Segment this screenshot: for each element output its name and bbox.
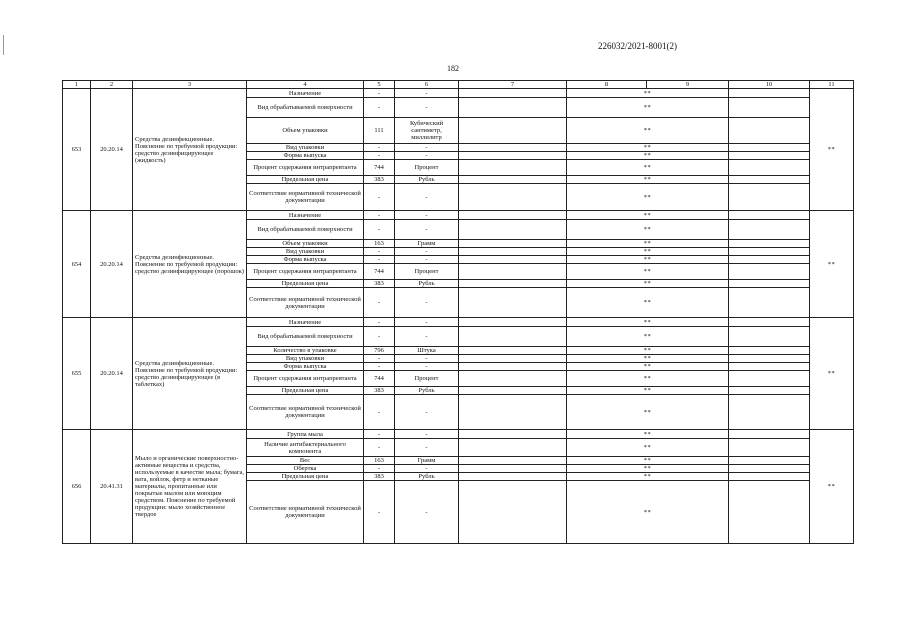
value-empty — [459, 457, 567, 465]
feature-value: ** — [567, 98, 729, 118]
value-empty — [459, 264, 567, 280]
feature-name: Вид обрабатываемой поверхности — [247, 220, 364, 240]
value-empty — [459, 280, 567, 288]
feature-name: Вид упаковки — [247, 355, 364, 363]
unit-name: - — [395, 327, 459, 347]
value-empty — [459, 98, 567, 118]
value-empty — [459, 371, 567, 387]
value-empty — [729, 144, 810, 152]
okei-code: - — [364, 256, 395, 264]
page-number: 182 — [447, 64, 459, 73]
value-empty — [459, 430, 567, 439]
value-empty — [729, 457, 810, 465]
okei-code: - — [364, 144, 395, 152]
feature-value: ** — [567, 248, 729, 256]
unit-name: - — [395, 98, 459, 118]
value-empty — [729, 176, 810, 184]
okei-code: 744 — [364, 264, 395, 280]
okei-code: - — [364, 439, 395, 457]
okpd-code: 20.41.31 — [91, 430, 133, 544]
value-empty — [459, 439, 567, 457]
value-empty — [459, 355, 567, 363]
feature-name: Соответствие нормативной технической документации — [247, 184, 364, 211]
feature-value: ** — [567, 430, 729, 439]
column-header-10: 10 — [729, 81, 810, 89]
feature-value: ** — [567, 465, 729, 473]
feature-value: ** — [567, 473, 729, 481]
header-row — [63, 81, 854, 89]
value-empty — [459, 256, 567, 264]
value-empty — [459, 176, 567, 184]
unit-name: - — [395, 144, 459, 152]
feature-name: Процент содержания интрапревтанта — [247, 160, 364, 176]
okei-code: 163 — [364, 240, 395, 248]
feature-name: Предельная цена — [247, 387, 364, 395]
column-header-2: 2 — [91, 81, 133, 89]
feature-name: Объем упаковки — [247, 240, 364, 248]
feature-name: Вид обрабатываемой поверхности — [247, 327, 364, 347]
value-empty — [459, 481, 567, 544]
column-header-8: 8 — [567, 81, 647, 89]
feature-value: ** — [567, 347, 729, 355]
value-empty — [459, 473, 567, 481]
scan-edge-mark — [3, 35, 4, 55]
unit-name: - — [395, 248, 459, 256]
okei-code: 383 — [364, 176, 395, 184]
value-empty — [729, 240, 810, 248]
value-empty — [729, 152, 810, 160]
okei-code: - — [364, 288, 395, 318]
value-empty — [459, 211, 567, 220]
column-header-4: 4 — [247, 81, 364, 89]
feature-value: ** — [567, 144, 729, 152]
unit-name: - — [395, 211, 459, 220]
value-empty — [729, 481, 810, 544]
col11-value: ** — [810, 211, 854, 318]
value-empty — [729, 89, 810, 98]
feature-value: ** — [567, 89, 729, 98]
okpd-code: 20.20.14 — [91, 318, 133, 430]
feature-name: Процент содержания интрапревтанта — [247, 264, 364, 280]
value-empty — [459, 327, 567, 347]
value-empty — [729, 288, 810, 318]
product-name: Средства дезинфекционные. Пояснение по требуемой продукции: средство дезинфицирующее (порошок) — [133, 211, 247, 318]
feature-value: ** — [567, 457, 729, 465]
okei-code: 163 — [364, 457, 395, 465]
feature-value: ** — [567, 395, 729, 430]
value-empty — [459, 395, 567, 430]
unit-name: - — [395, 184, 459, 211]
okei-code: - — [364, 355, 395, 363]
value-empty — [729, 160, 810, 176]
unit-name: Грамм — [395, 240, 459, 248]
feature-value: ** — [567, 118, 729, 144]
document-number: 226032/2021-8001(2) — [598, 41, 677, 51]
okei-code: - — [364, 318, 395, 327]
value-empty — [729, 318, 810, 327]
okei-code: 383 — [364, 387, 395, 395]
column-header-6: 6 — [395, 81, 459, 89]
unit-name: Рубль — [395, 280, 459, 288]
feature-name: Объем упаковки — [247, 118, 364, 144]
feature-name: Вид обрабатываемой поверхности — [247, 98, 364, 118]
column-header-5: 5 — [364, 81, 395, 89]
value-empty — [729, 264, 810, 280]
col11-value: ** — [810, 89, 854, 211]
feature-name: Вид упаковки — [247, 248, 364, 256]
okei-code: - — [364, 89, 395, 98]
feature-name: Соответствие нормативной технической документации — [247, 481, 364, 544]
table-row — [63, 430, 854, 439]
okei-code: 383 — [364, 280, 395, 288]
unit-name: Грамм — [395, 457, 459, 465]
unit-name: - — [395, 355, 459, 363]
feature-value: ** — [567, 211, 729, 220]
feature-name: Вес — [247, 457, 364, 465]
value-empty — [729, 387, 810, 395]
column-header-3: 3 — [133, 81, 247, 89]
value-empty — [459, 89, 567, 98]
column-header-1: 1 — [63, 81, 91, 89]
unit-name: - — [395, 288, 459, 318]
item-number: 653 — [63, 89, 91, 211]
value-empty — [729, 327, 810, 347]
unit-name: Штука — [395, 347, 459, 355]
okei-code: - — [364, 395, 395, 430]
feature-name: Предельная цена — [247, 280, 364, 288]
feature-value: ** — [567, 256, 729, 264]
value-empty — [459, 318, 567, 327]
col11-value: ** — [810, 430, 854, 544]
value-empty — [459, 220, 567, 240]
item-number: 656 — [63, 430, 91, 544]
value-empty — [729, 256, 810, 264]
unit-name: - — [395, 256, 459, 264]
feature-value: ** — [567, 220, 729, 240]
feature-value: ** — [567, 160, 729, 176]
unit-name: - — [395, 89, 459, 98]
value-empty — [459, 363, 567, 371]
value-empty — [459, 184, 567, 211]
item-number: 655 — [63, 318, 91, 430]
value-empty — [459, 288, 567, 318]
value-empty — [729, 220, 810, 240]
feature-name: Группа мыла — [247, 430, 364, 439]
unit-name: - — [395, 220, 459, 240]
feature-name: Процент содержания интрапревтанта — [247, 371, 364, 387]
unit-name: Рубль — [395, 387, 459, 395]
okei-code: - — [364, 98, 395, 118]
feature-value: ** — [567, 288, 729, 318]
feature-name: Соответствие нормативной технической документации — [247, 288, 364, 318]
value-empty — [729, 280, 810, 288]
unit-name: Рубль — [395, 176, 459, 184]
okei-code: - — [364, 220, 395, 240]
feature-value: ** — [567, 387, 729, 395]
okei-code: 383 — [364, 473, 395, 481]
product-name: Мыло и органические поверхностно-активные вещества и средства, используемые в качестве мыла; бумага, вата, войлок, фетр и нетканые материалы, пропитанные или покрытые мылом или моющим средством. Пояснение по требуемой продукции: мыло хозяйственное твердое — [133, 430, 247, 544]
feature-value: ** — [567, 176, 729, 184]
okei-code: - — [364, 363, 395, 371]
table-row — [63, 318, 854, 327]
value-empty — [459, 248, 567, 256]
unit-name: Кубический сантиметр, миллилитр — [395, 118, 459, 144]
product-name: Средства дезинфекционные. Пояснение по требуемой продукции: средство дезинфицирующее (жидкость) — [133, 89, 247, 211]
value-empty — [729, 347, 810, 355]
col11-value: ** — [810, 318, 854, 430]
okei-code: 744 — [364, 160, 395, 176]
okei-code: - — [364, 211, 395, 220]
value-empty — [729, 395, 810, 430]
unit-name: - — [395, 430, 459, 439]
feature-name: Наличие антибактериального компонента — [247, 439, 364, 457]
feature-value: ** — [567, 355, 729, 363]
value-empty — [729, 355, 810, 363]
unit-name: - — [395, 395, 459, 430]
value-empty — [459, 240, 567, 248]
feature-name: Назначение — [247, 89, 364, 98]
feature-name: Вид упаковки — [247, 144, 364, 152]
okei-code: - — [364, 184, 395, 211]
feature-value: ** — [567, 439, 729, 457]
value-empty — [729, 184, 810, 211]
value-empty — [729, 248, 810, 256]
unit-name: - — [395, 439, 459, 457]
value-empty — [459, 347, 567, 355]
okei-code: 111 — [364, 118, 395, 144]
okpd-code: 20.20.14 — [91, 211, 133, 318]
feature-name: Назначение — [247, 318, 364, 327]
okei-code: - — [364, 152, 395, 160]
okei-code: 796 — [364, 347, 395, 355]
unit-name: - — [395, 481, 459, 544]
feature-value: ** — [567, 327, 729, 347]
feature-value: ** — [567, 240, 729, 248]
value-empty — [459, 465, 567, 473]
unit-name: - — [395, 465, 459, 473]
unit-name: - — [395, 318, 459, 327]
okei-code: - — [364, 327, 395, 347]
unit-name: - — [395, 152, 459, 160]
feature-value: ** — [567, 318, 729, 327]
feature-value: ** — [567, 184, 729, 211]
unit-name: Процент — [395, 160, 459, 176]
item-number: 654 — [63, 211, 91, 318]
feature-name: Назначение — [247, 211, 364, 220]
product-requirements-table — [62, 80, 854, 544]
value-empty — [459, 160, 567, 176]
feature-value: ** — [567, 152, 729, 160]
okei-code: - — [364, 430, 395, 439]
feature-value: ** — [567, 264, 729, 280]
feature-name: Предельная цена — [247, 176, 364, 184]
unit-name: - — [395, 363, 459, 371]
value-empty — [459, 387, 567, 395]
column-header-7: 7 — [459, 81, 567, 89]
okpd-code: 20.20.14 — [91, 89, 133, 211]
value-empty — [459, 118, 567, 144]
unit-name: Процент — [395, 371, 459, 387]
feature-name: Форма выпуска — [247, 152, 364, 160]
value-empty — [729, 439, 810, 457]
feature-value: ** — [567, 371, 729, 387]
feature-name: Количество в упаковке — [247, 347, 364, 355]
table-row — [63, 89, 854, 98]
value-empty — [729, 98, 810, 118]
unit-name: Процент — [395, 264, 459, 280]
unit-name: Рубль — [395, 473, 459, 481]
feature-name: Форма выпуска — [247, 363, 364, 371]
column-header-9: 9 — [647, 81, 729, 89]
feature-value: ** — [567, 481, 729, 544]
table-row — [63, 211, 854, 220]
value-empty — [729, 118, 810, 144]
value-empty — [729, 473, 810, 481]
feature-value: ** — [567, 280, 729, 288]
value-empty — [729, 211, 810, 220]
value-empty — [459, 144, 567, 152]
value-empty — [459, 152, 567, 160]
okei-code: - — [364, 465, 395, 473]
value-empty — [729, 430, 810, 439]
feature-name: Соответствие нормативной технической документации — [247, 395, 364, 430]
feature-name: Форма выпуска — [247, 256, 364, 264]
column-header-11: 11 — [810, 81, 854, 89]
value-empty — [729, 371, 810, 387]
okei-code: - — [364, 248, 395, 256]
okei-code: - — [364, 481, 395, 544]
feature-value: ** — [567, 363, 729, 371]
product-name: Средства дезинфекционные. Пояснение по требуемой продукции: средство дезинфицирующее (в таблетках) — [133, 318, 247, 430]
feature-name: Предельная цена — [247, 473, 364, 481]
value-empty — [729, 363, 810, 371]
feature-name: Обертка — [247, 465, 364, 473]
value-empty — [729, 465, 810, 473]
okei-code: 744 — [364, 371, 395, 387]
